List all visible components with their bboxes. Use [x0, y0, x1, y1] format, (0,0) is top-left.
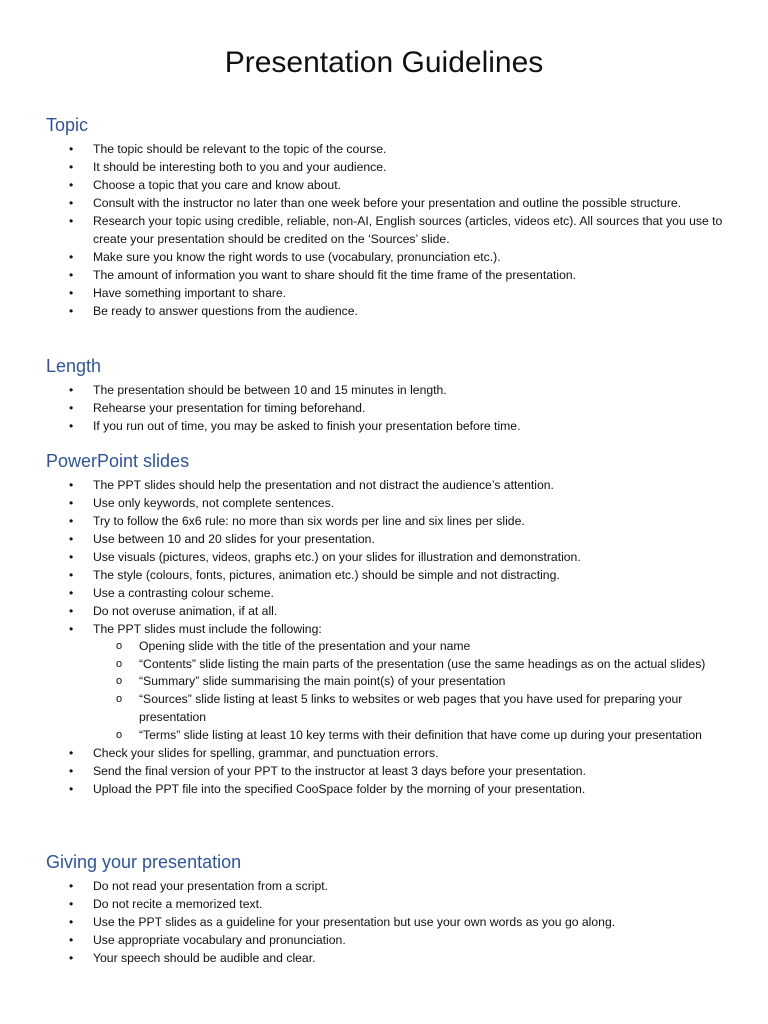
list-item: • If you run out of time, you may be asked to finish your presentation before time.: [69, 419, 521, 433]
bullet-icon: •: [69, 586, 74, 600]
list-item: • Choose a topic that you care and know about.: [69, 178, 341, 192]
list-item: • Use the PPT slides as a guideline for your presentation but use your own words as you go along.: [69, 915, 616, 929]
list-item: • The PPT slides must include the following: o Opening slide with the title of the presentation and your name o “Contents” slide listing the main parts of the presentation (use the same headings as on the actual slides) o “Summary” slide summarising the main point(s) of your presentation o “Sources” slide listing at least 5 links to websites or web pages that you have used for preparing your presentation o “Terms” slide listing at least 10 key terms with their definition that have come up during your presentation: [46, 620, 726, 744]
bullet-icon: •: [69, 879, 74, 893]
required-slides-sublist: [93, 638, 726, 744]
bullet-icon: •: [69, 622, 74, 636]
topic-list: [46, 140, 726, 320]
section-heading-length: Length: [46, 356, 102, 376]
list-item: • Be ready to answer questions from the audience.: [69, 304, 358, 318]
list-item: • It should be interesting both to you and your audience.: [69, 160, 387, 174]
list-item: • Rehearse your presentation for timing beforehand.: [69, 401, 366, 415]
bullet-icon: •: [69, 933, 74, 947]
sub-list-item: o “Contents” slide listing the main parts of the presentation (use the same headings as on the actual slides): [93, 656, 726, 674]
bullet-icon: •: [69, 496, 74, 510]
list-item: • The amount of information you want to share should fit the time frame of the presentation.: [69, 268, 577, 282]
bullet-icon: •: [69, 401, 74, 415]
list-item: • Use only keywords, not complete sentences.: [69, 496, 335, 510]
bullet-icon: •: [69, 514, 74, 528]
circle-bullet-icon: o: [116, 693, 123, 706]
list-item: • Try to follow the 6x6 rule: no more than six words per line and six lines per slide.: [69, 514, 525, 528]
sub-list-item: o Opening slide with the title of the presentation and your name: [93, 638, 726, 656]
list-item: • Consult with the instructor no later than one week before your presentation and outline the possible structure.: [69, 196, 682, 210]
list-item: • The presentation should be between 10 and 15 minutes in length.: [69, 383, 447, 397]
list-item: • Research your topic using credible, reliable, non-AI, English sources (articles, videos etc). All sources that you use to create your presentation should be credited on the ‘Sources’ slide.: [69, 214, 723, 246]
bullet-icon: •: [69, 478, 74, 492]
powerpoint-slides-list: [46, 476, 726, 798]
bullet-icon: •: [69, 178, 74, 192]
section-heading-giving-your-presentation: Giving your presentation: [46, 852, 242, 872]
bullet-icon: •: [69, 214, 74, 228]
sub-list-item: o “Sources” slide listing at least 5 links to websites or web pages that you have used for preparing your presentation: [116, 692, 683, 724]
list-item: • Make sure you know the right words to use (vocabulary, pronunciation etc.).: [69, 250, 501, 264]
list-item: • Use visuals (pictures, videos, graphs etc.) on your slides for illustration and demonstration.: [69, 550, 581, 564]
list-item: • Upload the PPT file into the specified CooSpace folder by the morning of your presentation.: [69, 782, 586, 797]
list-item: • Your speech should be audible and clear.: [69, 951, 316, 965]
bullet-icon: •: [69, 951, 74, 965]
list-item: • Use a contrasting colour scheme.: [69, 586, 274, 600]
section-heading-topic: Topic: [46, 115, 89, 135]
list-item: • Do not recite a memorized text.: [69, 897, 263, 911]
circle-bullet-icon: o: [116, 657, 123, 670]
sub-list-item: o “Terms” slide listing at least 10 key terms with their definition that have come up during your presentation: [93, 727, 726, 745]
list-item: • Check your slides for spelling, grammar, and punctuation errors.: [69, 746, 439, 761]
section-heading-powerpoint-slides: PowerPoint slides: [46, 451, 190, 471]
circle-bullet-icon: o: [116, 728, 123, 741]
bullet-icon: •: [69, 915, 74, 929]
giving-presentation-list: [46, 877, 726, 967]
list-item: • Do not read your presentation from a script.: [69, 879, 329, 893]
bullet-icon: •: [69, 550, 74, 564]
sub-list-item: o “Summary” slide summarising the main point(s) of your presentation: [93, 673, 726, 691]
bullet-icon: •: [69, 532, 74, 546]
list-item: • Do not overuse animation, if at all.: [69, 604, 278, 618]
bullet-icon: •: [69, 764, 74, 779]
circle-bullet-icon: o: [116, 675, 123, 688]
list-item: • The style (colours, fonts, pictures, animation etc.) should be simple and not distracting.: [69, 568, 560, 582]
bullet-icon: •: [69, 304, 74, 318]
bullet-icon: •: [69, 746, 74, 761]
document-title: Presentation Guidelines: [224, 46, 544, 79]
bullet-icon: •: [69, 142, 74, 156]
list-item: • Have something important to share.: [69, 286, 287, 300]
length-list: [46, 381, 726, 435]
bullet-icon: •: [69, 568, 74, 582]
bullet-icon: •: [69, 160, 74, 174]
circle-bullet-icon: o: [116, 640, 123, 652]
list-item: • Send the final version of your PPT to the instructor at least 3 days before your presentation.: [69, 764, 586, 779]
list-item: • The PPT slides should help the presentation and not distract the audience’s attention.: [69, 478, 554, 492]
bullet-icon: •: [69, 286, 74, 300]
bullet-icon: •: [69, 604, 74, 618]
bullet-icon: •: [69, 196, 74, 210]
bullet-icon: •: [69, 383, 74, 397]
bullet-icon: •: [69, 419, 74, 433]
bullet-icon: •: [69, 268, 74, 282]
bullet-icon: •: [69, 782, 74, 797]
list-item: • The topic should be relevant to the topic of the course.: [69, 142, 387, 156]
list-item: • Use between 10 and 20 slides for your presentation.: [69, 532, 375, 546]
bullet-icon: •: [69, 250, 74, 264]
bullet-icon: •: [69, 897, 74, 911]
list-item: • Use appropriate vocabulary and pronunciation.: [69, 933, 346, 947]
